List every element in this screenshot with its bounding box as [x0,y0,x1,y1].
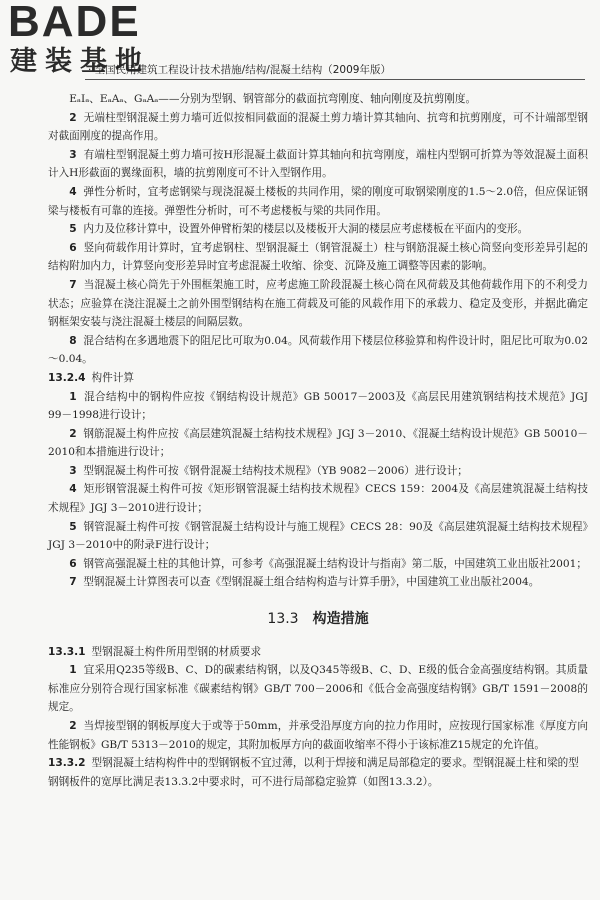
list-item: 1 宜采用Q235等级B、C、D的碳素结构钢，以及Q345等级B、C、D、E级的低合金高强度结构钢。其质量标准应分别符合现行国家标准《碳素结构钢》GB/T 700－2006和《低合金高强度结构钢》GB/T 1591－2008的规定。 [48,664,588,714]
list-b [48,388,588,593]
header-divider [85,79,585,80]
clause-13-2-4: 13.2.4 构件计算 [48,371,134,384]
list-item: 8 混合结构在多遇地震下的阻尼比可取为0.04。风荷载作用下楼层位移验算和构件设计时，阻尼比可取为0.02～0.04。 [48,334,588,366]
list-item: 2 当焊接型钢的钢板厚度大于或等于50mm，并承受沿厚度方向的拉力作用时，应按现行国家标准《厚度方向性能钢板》GB/T 5313－2010的规定，其附加板厚方向的截面收缩率不得小于该标准Z15规定的允许值。 [48,720,588,751]
list-item: 3 型钢混凝土构件可按《钢骨混凝土结构技术规程》（YB 9082－2006）进行设计； [69,464,468,477]
logo-latin: BADE [8,0,141,46]
clause-13-3-2: 13.3.2 型钢混凝土结构构件中的型钢钢板不宜过薄，以利于焊接和满足局部稳定的要求。型钢混凝土柱和梁的型钢钢板件的宽厚比满足表13.3.2中要求时，可不进行局部稳定验算（如图13.3.2）。 [48,757,579,788]
list-item: 5 内力及位移计算中，设置外伸臂桁架的楼层以及楼板开大洞的楼层应考虑楼板在平面内的变形。 [69,223,529,236]
list-item: 4 矩形钢管混凝土构件可按《矩形钢管混凝土结构技术规程》CECS 159：2004及《高层建筑混凝土结构技术规程》JGJ 3－2010进行设计； [48,483,588,515]
list-item: 1 混合结构中的钢构件应按《钢结构设计规范》GB 50017－2003及《高层民用建筑钢结构技术规范》JGJ 99－1998进行设计； [48,390,588,422]
list-item: 6 钢管高强混凝土柱的其他计算，可参考《高强混凝土结构设计与指南》第二版，中国建筑工业出版社2001； [69,557,587,570]
list-item: 2 无端柱型钢混凝土剪力墙可近似按相同截面的混凝土剪力墙计算其轴向、抗弯和抗剪刚度，可不计端部型钢对截面刚度的提高作用。 [48,111,588,143]
list-item: 7 型钢混凝土计算图表可以查《型钢混凝土组合结构构造与计算手册》，中国建筑工业出版社2004。 [69,576,540,589]
section-heading: 13.3 构造措施 [267,611,369,628]
running-title: · 全国民用建筑工程设计技术措施/结构/混凝土结构（2009年版） [88,64,391,76]
page-header [0,0,600,90]
list-a [48,109,588,369]
list-item: 2 钢筋混凝土构件应按《高层建筑混凝土结构技术规程》JGJ 3－2010、《混凝土结构设计规范》GB 50010－2010和本措施进行设计； [48,427,588,459]
list-c [48,661,588,754]
list-item: 5 钢管混凝土构件可按《钢管混凝土结构设计与施工规程》CECS 28：90及《高层建筑混凝土结构技术规程》JGJ 3－2010中的附录F进行设计； [48,520,588,552]
list-item: 3 有端柱型钢混凝土剪力墙可按H形混凝土截面计算其轴向和抗弯刚度，端柱内型钢可折算为等效混凝土面积计入H形截面的翼缘面积，墙的抗剪刚度可不计入型钢作用。 [48,148,588,180]
page-body [48,90,588,791]
intro-paragraph: EₐIₐ、EₐAₐ、GₐAₐ——分别为型钢、钢管部分的截面抗弯刚度、轴向刚度及抗剪刚度。 [69,93,477,105]
clause-13-3-1: 13.3.1 型钢混凝土构件所用型钢的材质要求 [48,645,262,658]
list-item: 4 弹性分析时，宜考虑钢梁与现浇混凝土楼板的共同作用，梁的刚度可取钢梁刚度的1.5～2.0倍，但应保证钢梁与楼板有可靠的连接。弹塑性分析时，可不考虑楼板与梁的共同作用。 [48,185,588,217]
logo-chinese: 建装基地 [10,46,150,77]
list-item: 7 当混凝土核心筒先于外围框架施工时，应考虑施工阶段混凝土核心筒在风荷载及其他荷载作用下的不利受力状态；应验算在浇注混凝土之前外围型钢结构在施工荷载及可能的风载作用下的承载力、稳定及变形，并据此确定钢框架安装与浇注混凝土楼层的间隔层数。 [48,278,588,329]
list-item: 6 竖向荷载作用计算时，宜考虑钢柱、型钢混凝土（钢管混凝土）柱与钢筋混凝土核心筒竖向变形差异引起的结构附加内力，计算竖向变形差异时宜考虑混凝土收缩、徐变、沉降及施工调整等因素的影响。 [48,241,588,273]
